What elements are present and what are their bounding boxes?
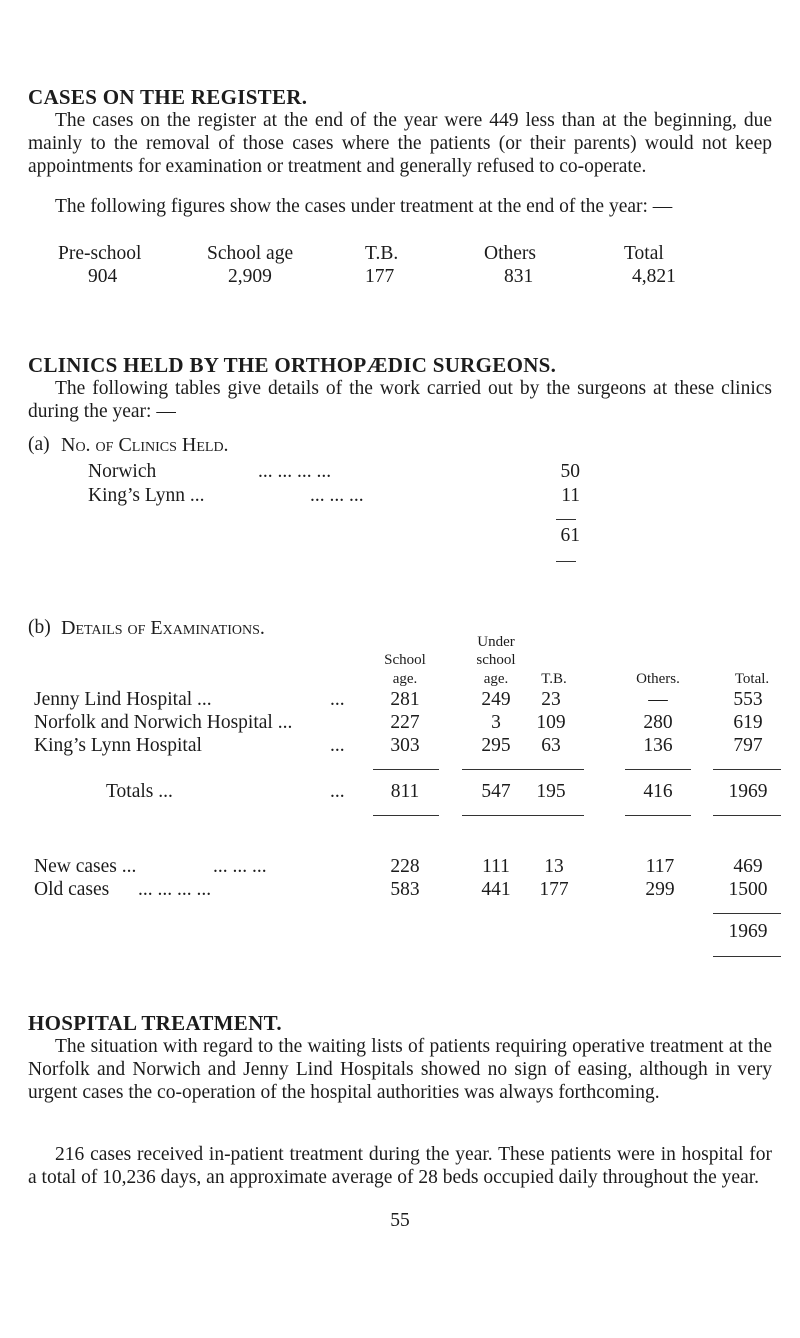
row-kings-lynn-under: 295 [481, 735, 511, 756]
section-a-title: No. of Clinics Held. [61, 434, 229, 456]
totals-rule-bottom-1 [373, 815, 439, 816]
section-a-marker: (a) [28, 434, 50, 455]
new-cases-tb: 13 [544, 856, 564, 877]
totals-others: 416 [643, 781, 673, 802]
row-norfolk-norwich-school: 227 [390, 712, 420, 733]
register-paragraph-2 [28, 195, 772, 218]
header-school-age-line-2: age. [392, 671, 418, 687]
clinics-intro [28, 377, 772, 423]
totals-rule-bottom-3 [522, 815, 584, 816]
totals-name: Totals ... [106, 781, 173, 802]
header-under-school-age-line-1: Under [477, 634, 515, 650]
summary-header-school-age: School age [207, 243, 294, 264]
row-jenny-lind-dots: ... [330, 689, 345, 710]
old-cases-tb: 177 [539, 879, 569, 900]
clinics-row-norwich-name: Norwich [88, 461, 157, 482]
row-jenny-lind-name: Jenny Lind Hospital ... [34, 689, 212, 710]
row-jenny-lind-tb: 23 [541, 689, 561, 710]
totals-rule-bottom-4 [625, 815, 691, 816]
totals-total: 1969 [728, 781, 768, 802]
row-kings-lynn-name: King’s Lynn Hospital [34, 735, 202, 756]
summary-value-others: 831 [504, 266, 534, 287]
new-cases-school: 228 [390, 856, 420, 877]
new-cases-others: 117 [645, 856, 675, 877]
totals-rule-bottom-5 [713, 815, 781, 816]
clinics-row-kings-lynn-dots: ... ... ... [310, 485, 364, 506]
new-cases-name: New cases ... [34, 856, 137, 877]
header-others: Others. [636, 671, 680, 687]
section-b-title: Details of Examinations. [61, 617, 265, 639]
header-under-school-age-line-3: age. [483, 671, 509, 687]
row-norfolk-norwich-others: 280 [643, 712, 673, 733]
new-cases-under: 111 [482, 856, 510, 877]
clinics-total-value: 61 [560, 525, 580, 546]
grand-total-rule-top [713, 913, 781, 914]
hospital-paragraph-2-text: 216 cases received in-patient treatment during the year. These patients were in hospital for a total of 10,236 days, an approximate average of 28 beds occupied daily throughout the year. [28, 1144, 772, 1188]
clinics-total-rule-bottom [556, 561, 576, 562]
row-norfolk-norwich-total: 619 [733, 712, 763, 733]
summary-header-others: Others [484, 243, 536, 264]
totals-rule-top-5 [713, 769, 781, 770]
new-cases-dots: ... ... ... [213, 856, 267, 877]
clinics-row-norwich-value: 50 [560, 461, 580, 482]
totals-dots: ... [330, 781, 345, 802]
hospital-heading: HOSPITAL TREATMENT. [28, 1011, 282, 1035]
totals-rule-top-3 [522, 769, 584, 770]
old-cases-others: 299 [645, 879, 675, 900]
header-tb: T.B. [541, 671, 567, 687]
header-under-school-age-line-2: school [476, 652, 516, 668]
clinics-intro-text: The following tables give details of the work carried out by the surgeons at these clinics during the year: — [28, 378, 772, 422]
summary-value-tb: 177 [365, 266, 395, 287]
row-jenny-lind-others: — [648, 689, 668, 710]
old-cases-under: 441 [481, 879, 511, 900]
row-jenny-lind-total: 553 [733, 689, 763, 710]
page-number: 55 [390, 1210, 410, 1231]
grand-total-value: 1969 [728, 921, 768, 942]
clinics-row-kings-lynn-name: King’s Lynn ... [88, 485, 205, 506]
row-jenny-lind-under: 249 [481, 689, 511, 710]
old-cases-total: 1500 [728, 879, 768, 900]
row-norfolk-norwich-name: Norfolk and Norwich Hospital ... [34, 712, 293, 733]
register-paragraph-1-text: The cases on the register at the end of the year were 449 less than at the beginning, due mainly to the removal of those cases where the patients (or their parents) would not keep appointments for examination or treatment and generally refused to co-operate. [28, 110, 772, 177]
totals-rule-top-4 [625, 769, 691, 770]
clinics-row-kings-lynn-value: 11 [561, 485, 580, 506]
old-cases-name: Old cases [34, 879, 110, 900]
summary-header-preschool: Pre-school [58, 243, 142, 264]
totals-rule-top-2 [462, 769, 528, 770]
totals-rule-bottom-2 [462, 815, 528, 816]
totals-rule-top-1 [373, 769, 439, 770]
old-cases-school: 583 [390, 879, 420, 900]
register-paragraph-2-text: The following figures show the cases under treatment at the end of the year: — [55, 196, 673, 217]
header-school-age-line-1: School [384, 652, 426, 668]
row-kings-lynn-dots: ... [330, 735, 345, 756]
clinics-total-rule-top [556, 519, 576, 520]
summary-value-preschool: 904 [88, 266, 118, 287]
hospital-paragraph-2 [28, 1143, 772, 1189]
totals-tb: 195 [536, 781, 566, 802]
row-jenny-lind-school: 281 [390, 689, 420, 710]
register-heading: CASES ON THE REGISTER. [28, 85, 308, 109]
row-norfolk-norwich-tb: 109 [536, 712, 566, 733]
section-b-marker: (b) [28, 617, 51, 638]
clinics-heading: CLINICS HELD BY THE ORTHOPÆDIC SURGEONS. [28, 353, 557, 377]
summary-header-tb: T.B. [365, 243, 399, 264]
row-kings-lynn-tb: 63 [541, 735, 561, 756]
hospital-paragraph-1 [28, 1035, 772, 1104]
summary-value-total: 4,821 [632, 266, 676, 287]
totals-school: 811 [390, 781, 420, 802]
register-paragraph-1 [28, 109, 772, 178]
header-total: Total. [734, 671, 770, 687]
old-cases-dots: ... ... ... ... [138, 879, 212, 900]
clinics-row-norwich-dots: ... ... ... ... [258, 461, 332, 482]
totals-under: 547 [481, 781, 511, 802]
summary-header-total: Total [624, 243, 664, 264]
grand-total-rule-bottom [713, 956, 781, 957]
new-cases-total: 469 [733, 856, 763, 877]
row-kings-lynn-others: 136 [643, 735, 673, 756]
hospital-paragraph-1-text: The situation with regard to the waiting lists of patients requiring operative treatment at the Norfolk and Norwich and Jenny Lind Hospitals showed no sign of easing, although in very urgent cases the co-operation of the hospital authorities was always forthcoming. [28, 1036, 772, 1103]
row-kings-lynn-school: 303 [390, 735, 420, 756]
summary-value-school-age: 2,909 [228, 266, 272, 287]
row-norfolk-norwich-under: 3 [491, 712, 501, 733]
row-kings-lynn-total: 797 [733, 735, 763, 756]
